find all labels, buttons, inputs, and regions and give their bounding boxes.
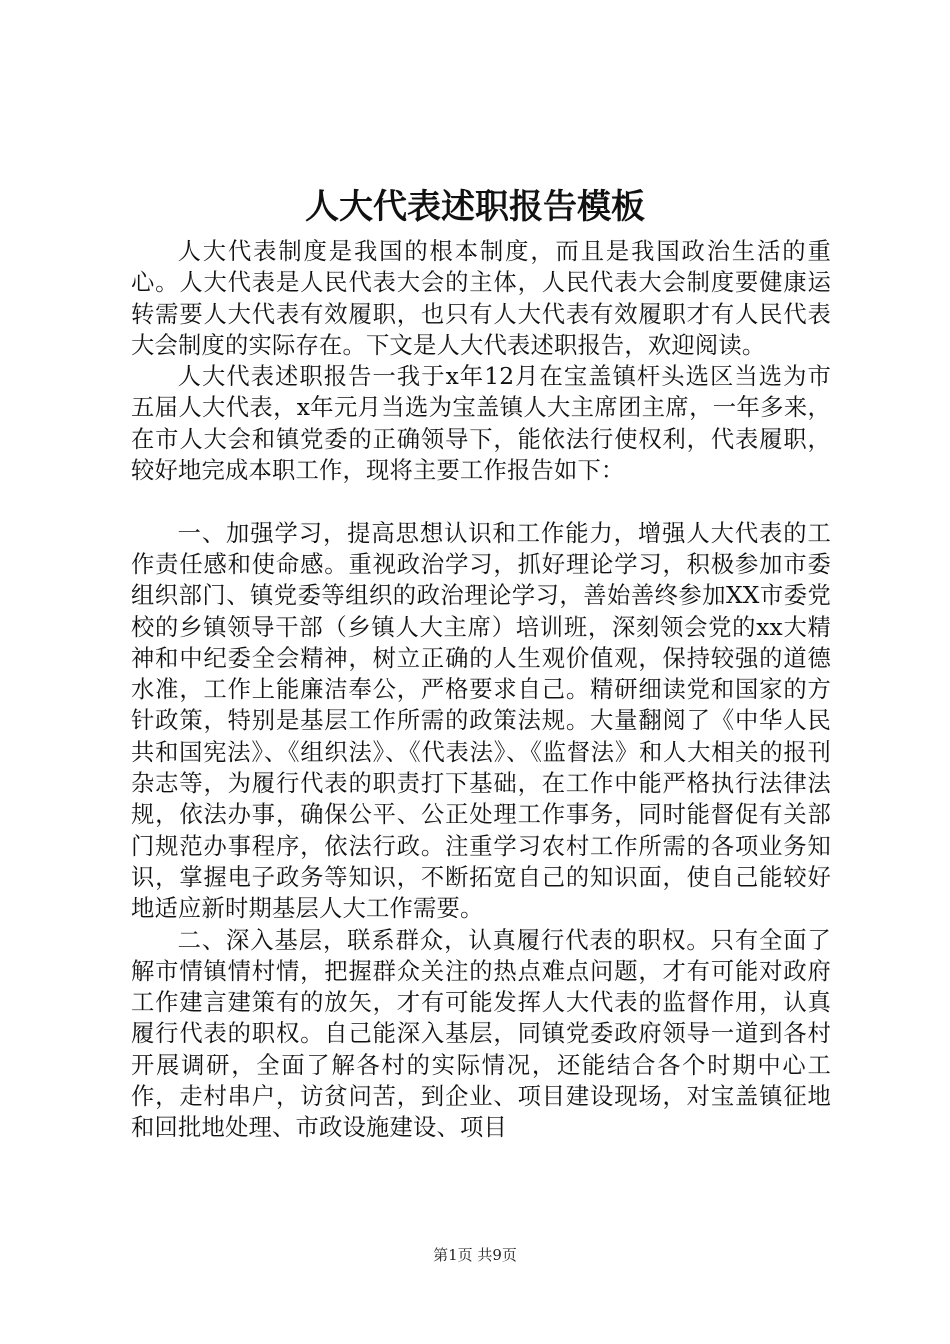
page-footer: 第1页 共9页 (433, 1246, 517, 1264)
intro-paragraph: 人大代表制度是我国的根本制度，而且是我国政治生活的重心。人大代表是人民代表大会的主体，人民代表大会制度要健康运转需要人大代表有效履职，也只有人大代表有效履职才有人民代表大会制度的实际存在。下文是人大代表述职报告，欢迎阅读。 (131, 238, 831, 359)
document-title: 人大代表述职报告模板 (305, 187, 645, 227)
document-body (131, 236, 831, 1144)
section-two-paragraph: 二、深入基层，联系群众，认真履行代表的职权。只有全面了解市情镇情村情，把握群众关注的热点难点问题，才有可能对政府工作建言建策有的放矢，才有可能发挥人大代表的监督作用，认真履行代表的职权。自己能深入基层，同镇党委政府领导一道到各村开展调研，全面了解各村的实际情况，还能结合各个时期中心工作，走村串户，访贫问苦，到企业、项目建设现场，对宝盖镇征地和回批地处理、市政设施建设、项目 (131, 926, 831, 1142)
report-opening-paragraph: 人大代表述职报告一我于x年12月在宝盖镇杆头选区当选为市五届人大代表，x年元月当选为宝盖镇人大主席团主席，一年多来，在市人大会和镇党委的正确领导下，能依法行使权利，代表履职，较好地完成本职工作，现将主要工作报告如下： (131, 363, 831, 485)
section-one-paragraph: 一、加强学习，提高思想认识和工作能力，增强人大代表的工作责任感和使命感。重视政治学习，抓好理论学习，积极参加市委组织部门、镇党委等组织的政治理论学习，善始善终参加XX市委党校的乡镇领导干部（乡镇人大主席）培训班，深刻领会党的xx大精神和中纪委全会精神，树立正确的人生观价值观，保持较强的道德水准，工作上能廉洁奉公，严格要求自己。精研细读党和国家的方针政策，特别是基层工作所需的政策法规。大量翻阅了《中华人民共和国宪法》、《组织法》、《代表法》、《监督法》和人大相关的报刊杂志等，为履行代表的职责打下基础，在工作中能严格执行法律法规，依法办事，确保公平、公正处理工作事务，同时能督促有关部门规范办事程序，依法行政。注重学习农村工作所需的各项业务知识，掌握电子政务等知识，不断拓宽自己的知识面，使自己能较好地适应新时期基层人大工作需要。 (131, 519, 831, 923)
paragraph-spacer (131, 486, 831, 517)
